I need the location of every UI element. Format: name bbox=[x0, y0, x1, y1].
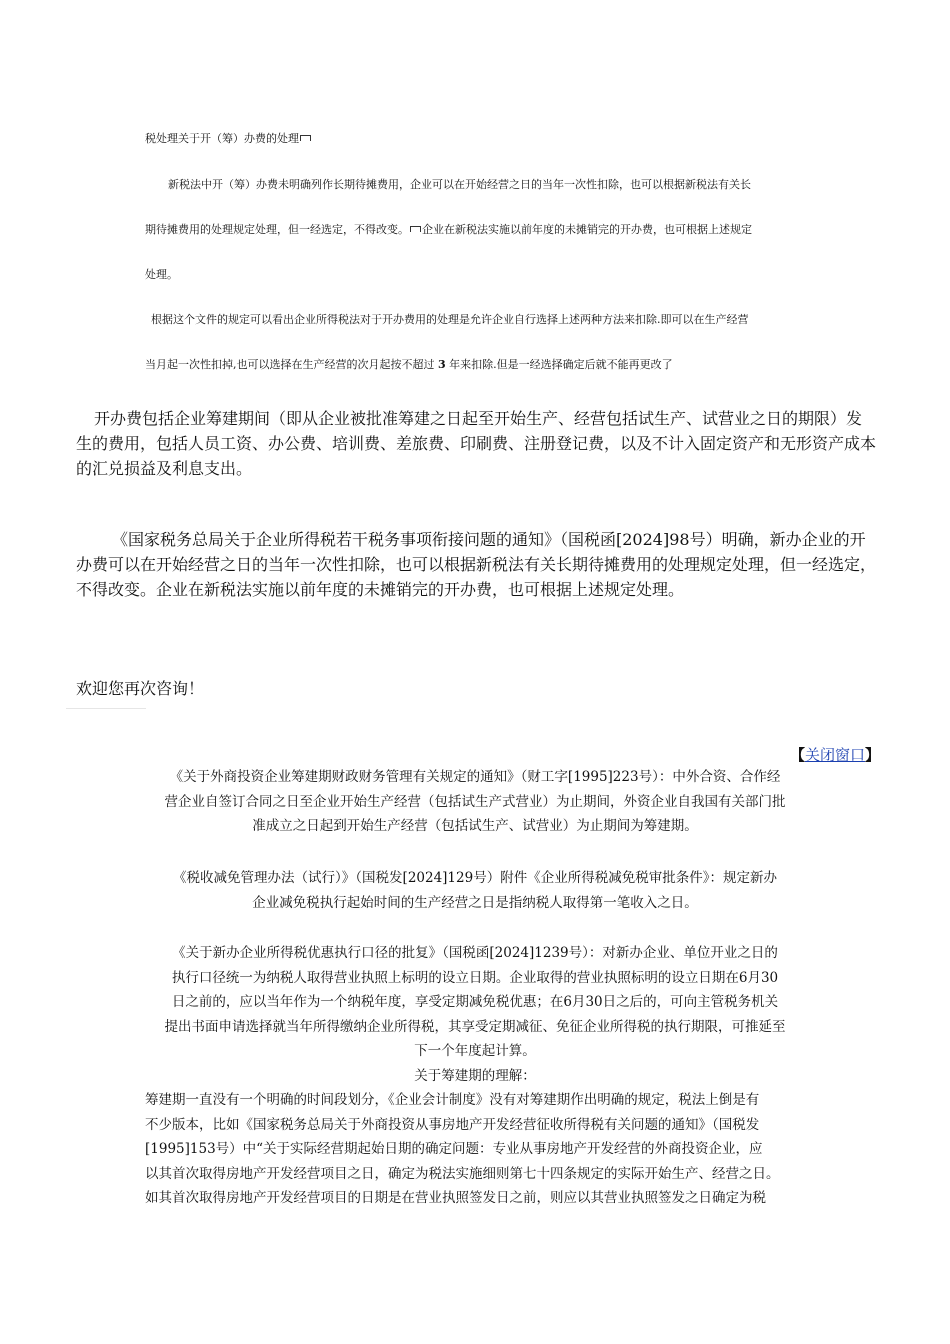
welcome-text: 欢迎您再次咨询！ bbox=[76, 679, 205, 698]
divider bbox=[66, 708, 146, 709]
section-heading: 关于筹建期的理解： bbox=[414, 1067, 536, 1084]
paragraph-notice: 《国家税务总局关于企业所得税若干税务事项衔接问题的通知》（国税函[2024]98号）明确，新办企业的开办费可以在开始经营之日的当年一次性扣除，也可以根据新税法有关长期待摊费用的处理规定处理，但一经选定，不得改变。企业在新税法实施以前年度的未摊销完的开办费，也可根据上述规定处理。 bbox=[76, 530, 877, 599]
block-tax-relief: 《税收减免管理办法（试行）》（国税发[2024]129号）附件《企业所得税减免税审批条件》：规定新办 企业减免税执行起始时间的生产经营之日是指纳税人取得第一笔收入之日。 bbox=[173, 870, 777, 911]
top-line-6: 当月起一次性扣掉,也可以选择在生产经营的次月起按不超过 3 年来扣除.但是一经选择确定后就不能再更改了 bbox=[145, 358, 673, 371]
top-line-1: 税处理关于开（筹）办费的处理 bbox=[145, 130, 312, 146]
top-line-4: 处理。 bbox=[145, 268, 178, 281]
break-mark-icon bbox=[300, 135, 311, 141]
top-line-3: 期待摊费用的处理规定处理，但一经选定，不得改变。 企业在新税法实施以前年度的未摊销完的开办费，也可根据上述规定 bbox=[145, 223, 752, 236]
close-window: 【关闭窗口】 bbox=[789, 746, 880, 764]
close-window-link[interactable]: 关闭窗口 bbox=[804, 746, 865, 764]
break-mark-icon bbox=[410, 226, 421, 232]
block-fiscal-notice: 《关于外商投资企业筹建期财政财务管理有关规定的通知》（财工字[1995]223号）：中外合资、合作经 营企业自签订合同之日至企业开始生产经营（包括试生产式营业）为止期间，外资企业自我国有关部门批 准成立之日起到开始生产经营（包括试生产、试营业）为止期间为筹建期。 bbox=[164, 769, 786, 834]
paragraph-startup-costs: 开办费包括企业筹建期间（即从企业被批准筹建之日起至开始生产、经营包括试生产、试营业之日的期限）发生的费用，包括人员工资、办公费、培训费、差旅费、印刷费、注册登记费，以及不计入固定资产和无形资产成本的汇兑损益及利息支出。 bbox=[76, 409, 877, 478]
block-new-enterprise: 《关于新办企业所得税优惠执行口径的批复》（国税函[2024]1239号）：对新办企业、单位开业之日的 执行口径统一为纳税人取得营业执照上标明的设立日期。企业取得的营业执照标明的设立日期在6月30 日之前的，应以当年作为一个纳税年度，享受定期减免税优惠；在6月30日之后的，可向主管税务机关 提出书面申请选择就当年所得缴纳企业所得税，其享受定期减征、免征企业所得税的执行期限，可推延至 下一个年度起计算。 关于筹建期的理解： bbox=[140, 941, 810, 1088]
block-preparation-period: 筹建期一直没有一个明确的时间段划分，《企业会计制度》没有对筹建期作出明确的规定，税法上倒是有 不少版本，比如《国家税务总局关于外商投资从事房地产开发经营征收所得税有关问题的通知》（国税发 [1995]153号）中“关于实际经营期起始日期的确定问题：专业从事房地产开发经营的外商投资企业，应 以其首次取得房地产开发经营项目之日，确定为税法实施细则第七十四条规定的实际开始生产、经营之日。 如其首次取得房地产开发经营项目的日期是在营业执照签发日之前，则应以其营业执照签发之日确定为税 bbox=[145, 1092, 780, 1206]
top-line-2: 新税法中开（筹）办费未明确列作长期待摊费用，企业可以在开始经营之日的当年一次性扣除，也可以根据新税法有关长 bbox=[168, 178, 751, 191]
top-line-5: 根据这个文件的规定可以看出企业所得税法对于开办费用的处理是允许企业自行选择上述两种方法来扣除.即可以在生产经营 bbox=[151, 313, 749, 326]
